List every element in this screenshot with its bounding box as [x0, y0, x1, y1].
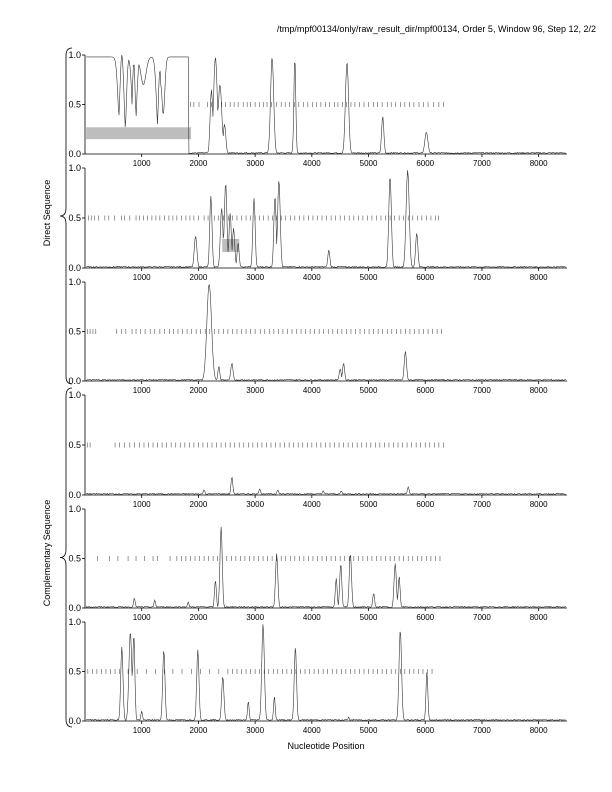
x-tick-label: 5000: [359, 500, 378, 509]
x-tick-label: 3000: [246, 726, 265, 735]
x-tick-label: 6000: [416, 273, 435, 282]
x-tick-label: 6000: [416, 500, 435, 509]
y-tick-label: 0.0: [68, 490, 81, 500]
x-tick-label: 6000: [416, 726, 435, 735]
panel-4: [68, 390, 567, 509]
x-tick-label: 1000: [132, 386, 151, 395]
y-tick-label: 0.5: [68, 99, 81, 110]
x-tick-label: 7000: [473, 500, 491, 509]
group-labels: [42, 180, 52, 607]
x-tick-label: 8000: [529, 500, 548, 509]
x-tick-label: 3000: [246, 386, 265, 395]
x-tick-label: 4000: [302, 386, 321, 395]
panel-3: [68, 277, 567, 395]
y-tick-label: 0.0: [68, 716, 81, 726]
x-tick-label: 5000: [359, 273, 378, 282]
x-tick-label: 1000: [132, 500, 151, 509]
x-tick-label: 4000: [302, 273, 321, 282]
x-tick-label: 2000: [189, 500, 208, 509]
motif-ticks: [88, 669, 432, 674]
x-tick-label: 4000: [302, 500, 321, 509]
motif-ticks: [88, 216, 438, 221]
x-tick-label: 2000: [189, 159, 208, 168]
signal-line: [86, 478, 566, 495]
motif-ticks: [87, 329, 441, 334]
panel-2: [68, 163, 567, 282]
x-tick-label: 8000: [529, 159, 548, 168]
x-tick-label: 7000: [473, 726, 491, 735]
x-tick-label: 4000: [302, 159, 321, 168]
y-tick-label: 0.0: [68, 149, 81, 159]
x-axis-label: Nucleotide Position: [287, 741, 365, 751]
y-tick-label: 0.5: [68, 553, 81, 564]
x-tick-label: 8000: [529, 726, 548, 735]
y-tick-label: 1.0: [68, 617, 81, 627]
x-tick-label: 7000: [473, 386, 491, 395]
x-tick-label: 2000: [189, 273, 208, 282]
x-tick-label: 2000: [189, 726, 208, 735]
panel-1: [68, 50, 567, 168]
y-tick-label: 0.5: [68, 440, 81, 450]
x-tick-label: 8000: [529, 386, 548, 395]
x-tick-label: 5000: [359, 386, 378, 395]
signal-line: [86, 170, 566, 267]
panel-6: [68, 617, 567, 735]
shaded-band-1: [222, 239, 239, 252]
x-tick-label: 6000: [416, 386, 435, 395]
x-tick-label: 3000: [246, 273, 265, 282]
shaded-band-1: [86, 127, 191, 139]
panel-5: [68, 504, 567, 622]
y-tick-label: 0.0: [68, 263, 81, 273]
x-tick-label: 4000: [302, 613, 321, 622]
x-tick-label: 7000: [473, 613, 491, 622]
signal-line: [86, 285, 566, 381]
motif-ticks: [190, 102, 443, 107]
x-tick-label: 4000: [302, 726, 321, 735]
panels: [68, 50, 567, 735]
y-tick-label: 1.0: [68, 390, 81, 400]
y-tick-label: 1.0: [68, 504, 81, 514]
x-tick-label: 5000: [359, 726, 378, 735]
x-tick-label: 3000: [246, 159, 265, 168]
y-tick-label: 1.0: [68, 163, 81, 173]
y-tick-label: 0.0: [68, 603, 81, 613]
x-tick-label: 3000: [246, 500, 265, 509]
group-label-direct: Direct Sequence: [42, 179, 52, 247]
signal-line: [86, 527, 566, 608]
x-tick-label: 2000: [189, 386, 208, 395]
y-tick-label: 0.5: [68, 213, 81, 223]
group-label-complementary: Complementary Sequence: [42, 499, 52, 607]
x-tick-label: 8000: [529, 613, 548, 622]
x-tick-label: 5000: [359, 613, 378, 622]
x-tick-label: 2000: [189, 613, 208, 622]
x-tick-label: 3000: [246, 613, 265, 622]
x-tick-label: 7000: [473, 273, 491, 282]
x-tick-label: 8000: [529, 273, 548, 282]
x-tick-label: 1000: [132, 273, 151, 282]
x-tick-label: 6000: [416, 159, 435, 168]
y-tick-label: 1.0: [68, 277, 81, 287]
x-tick-label: 6000: [416, 613, 435, 622]
y-tick-label: 0.5: [68, 326, 81, 337]
y-tick-label: 0.0: [68, 376, 81, 386]
motif-ticks: [87, 443, 443, 448]
y-tick-label: 0.5: [68, 666, 81, 677]
x-tick-label: 1000: [132, 613, 151, 622]
x-tick-label: 5000: [359, 159, 378, 168]
x-tick-label: 7000: [473, 159, 491, 168]
plot-header-title: /tmp/mpf00134/only/raw_result_dir/mpf00134, Order 5, Window 96, Step 12, 2/2: [276, 24, 596, 34]
x-tick-label: 1000: [132, 726, 151, 735]
motif-ticks: [97, 556, 440, 561]
x-tick-label: 1000: [132, 159, 151, 168]
y-tick-label: 1.0: [68, 50, 81, 60]
signal-line: [86, 624, 566, 720]
